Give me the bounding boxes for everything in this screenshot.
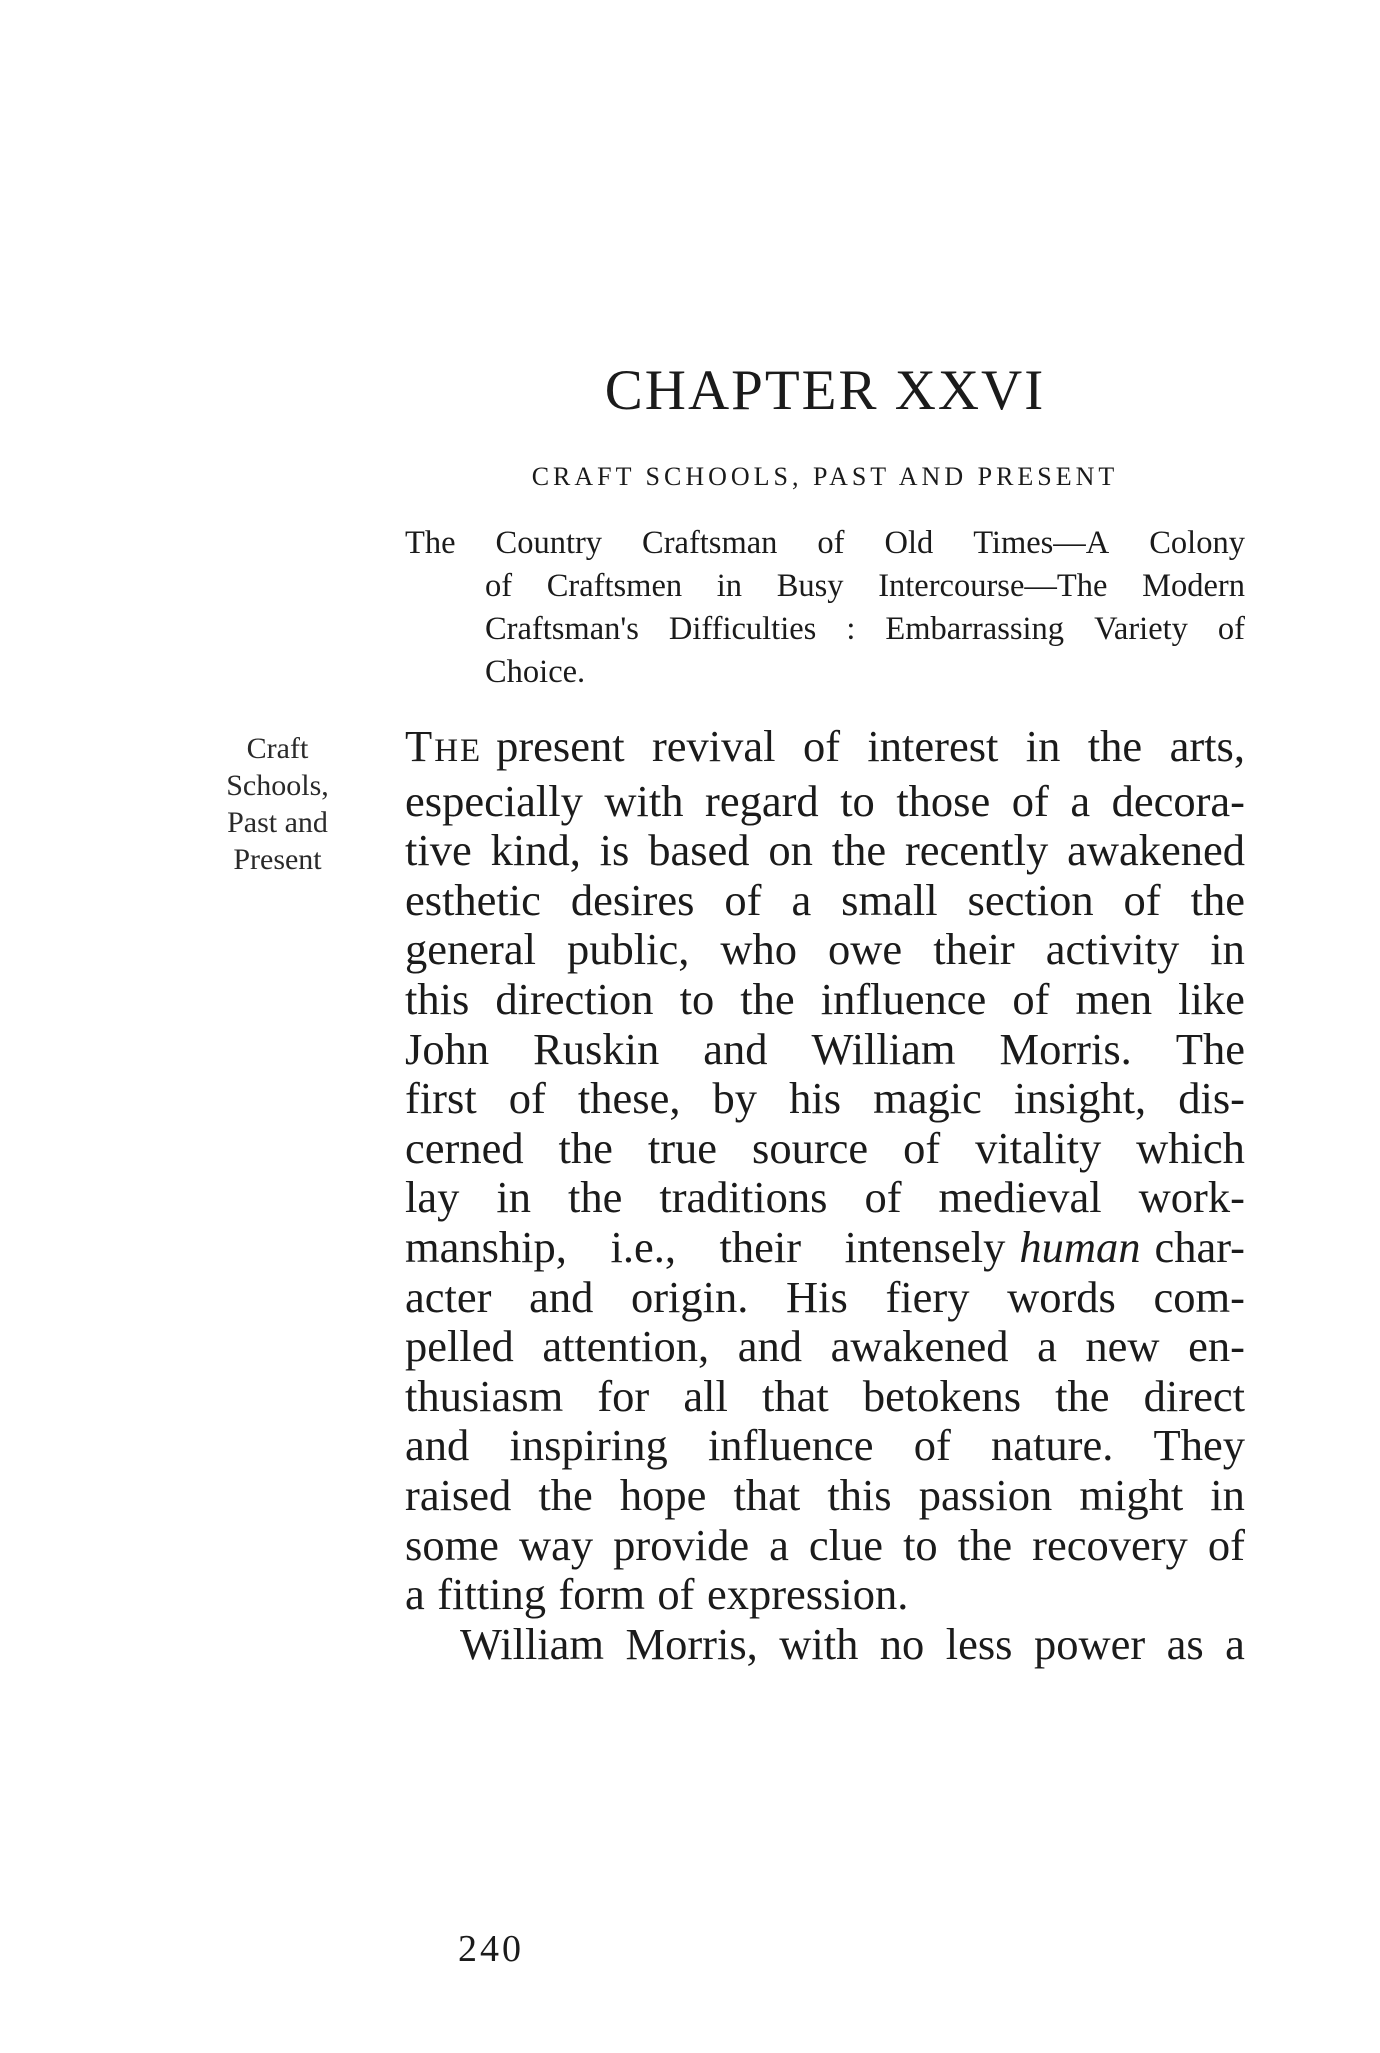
body-line xyxy=(405,1620,1245,1670)
word: en- xyxy=(1188,1321,1245,1372)
word: traditions xyxy=(659,1172,828,1223)
chapter-subtitle: CRAFT SCHOOLS, PAST AND PRESENT xyxy=(531,462,1119,491)
word: influence xyxy=(707,1420,874,1471)
word: the xyxy=(957,1519,1013,1570)
body-line xyxy=(405,1322,1245,1372)
word: intensely xyxy=(844,1221,1006,1272)
word: i.e., xyxy=(610,1221,676,1272)
word: men xyxy=(1075,973,1153,1024)
word: Colony xyxy=(1149,525,1245,561)
word: general xyxy=(405,924,536,975)
word: of xyxy=(903,1122,941,1173)
body-line xyxy=(405,975,1245,1025)
word: Variety xyxy=(1094,611,1188,647)
word: public, xyxy=(566,924,690,975)
word: with xyxy=(604,775,684,826)
marginal-note-line: Present xyxy=(233,843,322,876)
body-line xyxy=(405,1223,1245,1273)
body-line xyxy=(405,1372,1245,1422)
word: They xyxy=(1153,1420,1245,1471)
word: influence xyxy=(820,973,987,1024)
word: like xyxy=(1178,973,1245,1024)
word: power xyxy=(1033,1618,1146,1669)
body-line xyxy=(405,1471,1245,1521)
word: a xyxy=(1225,1618,1245,1669)
word: is xyxy=(599,825,630,876)
word: Times—A xyxy=(973,525,1110,561)
body-line-text: char- xyxy=(1154,1221,1245,1272)
word: : xyxy=(846,611,856,647)
word: the xyxy=(568,1172,623,1223)
word: of xyxy=(802,721,841,771)
word: in xyxy=(1210,924,1245,975)
word: a xyxy=(1070,775,1091,826)
word: and xyxy=(529,1271,594,1322)
body-line xyxy=(405,876,1245,926)
body-line xyxy=(405,1074,1245,1124)
word: Choice. xyxy=(485,654,586,690)
word: to xyxy=(840,775,875,826)
body-line xyxy=(405,1025,1245,1075)
word: the xyxy=(1055,1370,1110,1421)
word: to xyxy=(903,1519,938,1570)
word: origin. xyxy=(630,1271,749,1322)
word: in xyxy=(1025,721,1061,771)
word: the xyxy=(831,825,887,876)
body-text xyxy=(405,722,1245,1669)
word: of xyxy=(913,1420,951,1471)
word: with xyxy=(779,1618,859,1669)
body-line xyxy=(405,826,1245,876)
word: the xyxy=(740,973,795,1024)
word: the xyxy=(538,1469,593,1520)
synopsis-line xyxy=(405,608,1245,651)
word: Busy xyxy=(776,568,844,604)
word: Craftsmen xyxy=(546,568,683,604)
synopsis-line xyxy=(405,565,1245,608)
word: esthetic xyxy=(405,874,541,925)
word: Ruskin xyxy=(533,1023,660,1074)
word: section xyxy=(967,874,1094,925)
word: in xyxy=(496,1172,531,1223)
word: Old xyxy=(884,525,934,561)
word: their xyxy=(719,1221,802,1272)
word: decora- xyxy=(1111,775,1245,826)
word: of xyxy=(1011,775,1049,826)
synopsis-line xyxy=(405,651,1245,694)
word: less xyxy=(945,1618,1013,1669)
body-line-text xyxy=(482,722,1245,777)
word: Morris. xyxy=(999,1023,1132,1074)
marginal-note xyxy=(195,730,360,878)
word: Craftsman's xyxy=(485,611,639,647)
body-line xyxy=(405,1570,1245,1620)
word: a xyxy=(405,1569,425,1620)
word: raised xyxy=(405,1469,512,1520)
word: of xyxy=(1207,1519,1245,1570)
word: provide xyxy=(613,1519,750,1570)
word: direct xyxy=(1143,1370,1245,1421)
body-line xyxy=(405,925,1245,975)
word: especially xyxy=(405,775,583,826)
word: of xyxy=(657,1569,695,1620)
word: manship, xyxy=(405,1221,567,1272)
italic-word: human xyxy=(1019,1221,1141,1272)
body-line xyxy=(405,777,1245,827)
word: The xyxy=(1175,1023,1245,1074)
word: those xyxy=(896,775,991,826)
word: all xyxy=(683,1370,728,1421)
word: that xyxy=(733,1469,801,1520)
dropcap-initial: T xyxy=(405,721,435,771)
word: direction xyxy=(495,973,654,1024)
word: lay xyxy=(405,1172,460,1223)
word: inspiring xyxy=(509,1420,668,1471)
word: kind, xyxy=(490,825,581,876)
word: his xyxy=(789,1073,842,1124)
word: Modern xyxy=(1142,568,1245,604)
word: their xyxy=(933,924,1015,975)
word: clue xyxy=(808,1519,884,1570)
body-line xyxy=(405,1521,1245,1571)
body-line xyxy=(405,1124,1245,1174)
chapter-title: CHAPTER XXVI xyxy=(604,359,1046,422)
word: recovery xyxy=(1032,1519,1188,1570)
word: fiery xyxy=(885,1271,970,1322)
word: betokens xyxy=(862,1370,1022,1421)
word: Embarrassing xyxy=(885,611,1065,647)
body-line xyxy=(405,1173,1245,1223)
dropcap-word xyxy=(405,722,482,777)
word: way xyxy=(518,1519,594,1570)
word: medieval xyxy=(938,1172,1102,1223)
word: of xyxy=(1217,611,1245,647)
word: arts, xyxy=(1169,721,1245,771)
word: these, xyxy=(577,1073,681,1124)
word: activity xyxy=(1045,924,1180,975)
body-line xyxy=(405,722,1245,777)
word: hope xyxy=(619,1469,707,1520)
word: awakened xyxy=(1067,825,1245,876)
word: and xyxy=(737,1321,802,1372)
word: Country xyxy=(495,525,603,561)
word: the xyxy=(1087,721,1143,771)
word: for xyxy=(597,1370,650,1421)
word: of xyxy=(817,525,845,561)
word: small xyxy=(841,874,938,925)
word: regard xyxy=(705,775,819,826)
word: Craftsman xyxy=(642,525,778,561)
word: on xyxy=(768,825,813,876)
marginal-note-line: Craft xyxy=(246,732,309,765)
word: nature. xyxy=(991,1420,1114,1471)
word: fitting xyxy=(437,1569,546,1620)
word: pelled xyxy=(405,1321,514,1372)
word: magic xyxy=(873,1073,982,1124)
word: of xyxy=(864,1172,902,1223)
word: in xyxy=(716,568,743,604)
word: Intercourse—The xyxy=(878,568,1108,604)
word: new xyxy=(1085,1321,1160,1372)
word: of xyxy=(724,874,762,925)
word: recently xyxy=(904,825,1049,876)
marginal-note-line: Past and xyxy=(227,806,328,839)
dropcap-smallcaps: HE xyxy=(434,733,483,769)
word: a xyxy=(1037,1321,1057,1372)
word: based xyxy=(648,825,750,876)
synopsis-line xyxy=(405,522,1245,565)
word: The xyxy=(405,525,456,561)
word: com- xyxy=(1153,1271,1245,1322)
word: attention, xyxy=(542,1321,710,1372)
word: that xyxy=(761,1370,829,1421)
marginal-note-line: Schools, xyxy=(226,769,329,802)
word: acter xyxy=(405,1271,492,1322)
word: of xyxy=(1123,874,1161,925)
word: John xyxy=(405,1023,490,1074)
word: of xyxy=(485,568,513,604)
body-line xyxy=(405,1273,1245,1323)
word: insight, xyxy=(1013,1073,1147,1124)
word: this xyxy=(827,1469,892,1520)
word: this xyxy=(405,973,470,1024)
body-line xyxy=(405,1421,1245,1471)
word: and xyxy=(703,1023,768,1074)
word: revival xyxy=(651,721,776,771)
word: which xyxy=(1136,1122,1245,1173)
word: source xyxy=(752,1122,869,1173)
page-number: 240 xyxy=(458,1928,524,1970)
word: thusiasm xyxy=(405,1370,564,1421)
word: who xyxy=(720,924,797,975)
word: in xyxy=(1210,1469,1245,1520)
word: a xyxy=(791,874,812,925)
word: passion xyxy=(918,1469,1053,1520)
word: dis- xyxy=(1178,1073,1245,1124)
word: first xyxy=(405,1073,477,1124)
word: of xyxy=(508,1073,546,1124)
word: cerned xyxy=(405,1122,524,1173)
word: Difficulties xyxy=(668,611,817,647)
word: of xyxy=(1012,973,1050,1024)
word: the xyxy=(1190,874,1245,925)
word: and xyxy=(405,1420,470,1471)
word: His xyxy=(786,1271,848,1322)
word: a xyxy=(769,1519,789,1570)
word: no xyxy=(879,1618,925,1669)
body-line-text xyxy=(405,1223,1019,1273)
word: might xyxy=(1079,1469,1184,1520)
word: true xyxy=(647,1122,718,1173)
word: the xyxy=(558,1122,613,1173)
word: William xyxy=(460,1618,605,1669)
chapter-synopsis xyxy=(405,522,1245,694)
word: vitality xyxy=(975,1122,1102,1173)
word: work- xyxy=(1138,1172,1245,1223)
word: expression. xyxy=(706,1569,909,1620)
word: by xyxy=(712,1073,758,1124)
word: words xyxy=(1007,1271,1116,1322)
word: to xyxy=(679,973,715,1024)
word: Morris, xyxy=(625,1618,758,1669)
word: as xyxy=(1166,1618,1204,1669)
word: present xyxy=(496,721,625,771)
word: desires xyxy=(570,874,695,925)
word: interest xyxy=(867,721,999,771)
word: awakened xyxy=(830,1321,1009,1372)
word: some xyxy=(405,1519,499,1570)
word: tive xyxy=(405,825,472,876)
word: William xyxy=(811,1023,956,1074)
word: form xyxy=(558,1569,645,1620)
word: owe xyxy=(828,924,903,975)
